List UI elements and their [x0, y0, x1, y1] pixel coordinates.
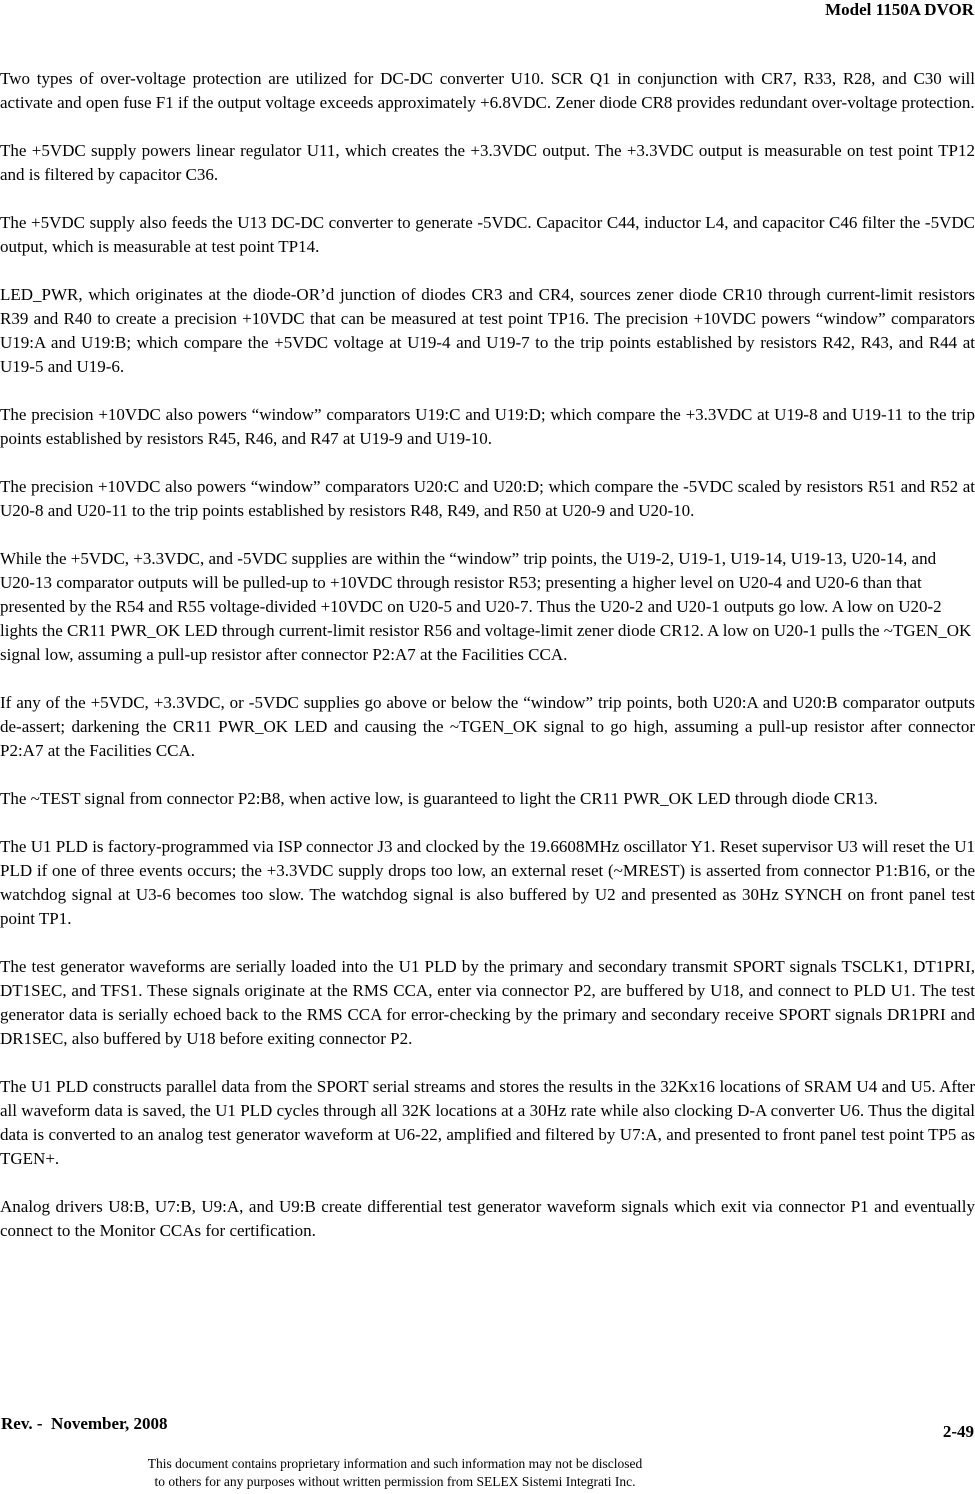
paragraph-pld-reset: The U1 PLD is factory-programmed via ISP connector J3 and clocked by the 19.6608MHz oscillator Y1. Reset supervisor U3 will reset the U1 PLD if one of three events occurs; the +3.3VDC supply drops too low, an external reset (~MREST) is asserted from connector P1:B16, or the watchdog signal at U3-6 becomes too slow. The watchdog signal is also buffered by U2 and presented as 30Hz SYNCH on front panel test point TP1.: [0, 837, 975, 928]
paragraph-sram-waveform: The U1 PLD constructs parallel data from the SPORT serial streams and stores the results in the 32Kx16 locations of SRAM U4 and U5. After all waveform data is saved, the U1 PLD cycles through all 32K locations at a 30Hz rate while also clocking D-A converter U6. Thus the digital data is converted to an analog test generator waveform at U6-22, amplified and filtered by U7:A, and presented to front panel test point TP5 as TGEN+.: [0, 1077, 975, 1168]
paragraph-sport-loading: The test generator waveforms are serially loaded into the U1 PLD by the primary and secondary transmit SPORT signals TSCLK1, DT1PRI, DT1SEC, and TFS1. These signals originate at the RMS CCA, enter via connector P2, are buffered by U18, and connect to PLD U1. The test generator data is serially echoed back to the RMS CCA for error-checking by the primary and secondary receive SPORT signals DR1PRI and DR1SEC, also buffered by U18 before exiting connector P2.: [0, 957, 975, 1048]
document-header-title: Model 1150A DVOR: [825, 0, 974, 19]
footer-revision: Rev. - November, 2008: [1, 1414, 168, 1433]
paragraph-overvoltage-protection: Two types of over-voltage protection are utilized for DC-DC converter U10. SCR Q1 in conjunction with CR7, R33, R28, and C30 will activate and open fuse F1 if the output voltage exceeds approximately +6.8VDC. Zener diode CR8 provides redundant over-voltage protection.: [0, 69, 975, 112]
paragraph-analog-drivers: Analog drivers U8:B, U7:B, U9:A, and U9:B create differential test generator waveform signals which exit via connector P1 and eventually connect to the Monitor CCAs for certification.: [0, 1197, 975, 1240]
paragraph-window-neg5v: The precision +10VDC also powers “window” comparators U20:C and U20:D; which compare the -5VDC scaled by resistors R51 and R52 at U20-8 and U20-11 to the trip points established by resistors R48, R49, and R50 at U20-9 and U20-10.: [0, 477, 975, 520]
paragraph-test-signal: The ~TEST signal from connector P2:B8, when active low, is guaranteed to light the CR11 PWR_OK LED through diode CR13.: [0, 789, 878, 808]
paragraph-linear-regulator: The +5VDC supply powers linear regulator U11, which creates the +3.3VDC output. The +3.3VDC output is measurable on test point TP12 and is filtered by capacitor C36.: [0, 141, 975, 184]
paragraph-negative-supply: The +5VDC supply also feeds the U13 DC-DC converter to generate -5VDC. Capacitor C44, inductor L4, and capacitor C46 filter the -5VDC output, which is measurable at test point TP14.: [0, 213, 975, 256]
footer-proprietary-notice: [0, 1455, 790, 1491]
footer-page-number: 2-49: [942, 1422, 974, 1441]
footer-notice-line-1: This document contains proprietary information and such information may not be disclosed: [147, 1456, 643, 1471]
footer-notice-line-2: to others for any purposes without written permission from SELEX Sistemi Integrati Inc.: [154, 1474, 636, 1489]
paragraph-window-3v3: The precision +10VDC also powers “window” comparators U19:C and U19:D; which compare the +3.3VDC at U19-8 and U19-11 to the trip points established by resistors R45, R46, and R47 at U19-9 and U19-10.: [0, 405, 975, 448]
paragraph-led-pwr: LED_PWR, which originates at the diode-OR’d junction of diodes CR3 and CR4, sources zener diode CR10 through current-limit resistors R39 and R40 to create a precision +10VDC that can be measured at test point TP16. The precision +10VDC powers “window” comparators U19:A and U19:B; which compare the +5VDC voltage at U19-4 and U19-7 to the trip points established by resistors R42, R43, and R44 at U19-5 and U19-6.: [0, 285, 975, 376]
document-body: [0, 67, 975, 1267]
paragraph-supplies-in-window: While the +5VDC, +3.3VDC, and -5VDC supplies are within the “window” trip points, the U19-2, U19-1, U19-14, U19-13, U20-14, and U20-13 comparator outputs will be pulled-up to +10VDC through resistor R53; presenting a higher level on U20-4 and U20-6 than that presented by the R54 and R55 voltage-divided +10VDC on U20-5 and U20-7. Thus the U20-2 and U20-1 outputs go low. A low on U20-2 lights the CR11 PWR_OK LED through current-limit resistor R56 and voltage-limit zener diode CR12. A low on U20-1 pulls the ~TGEN_OK signal low, assuming a pull-up resistor after connector P2:A7 at the Facilities CCA.: [0, 549, 972, 664]
paragraph-supplies-out-of-window: If any of the +5VDC, +3.3VDC, or -5VDC supplies go above or below the “window” trip points, both U20:A and U20:B comparator outputs de-assert; darkening the CR11 PWR_OK LED and causing the ~TGEN_OK signal to go high, assuming a pull-up resistor after connector P2:A7 at the Facilities CCA.: [0, 693, 975, 760]
